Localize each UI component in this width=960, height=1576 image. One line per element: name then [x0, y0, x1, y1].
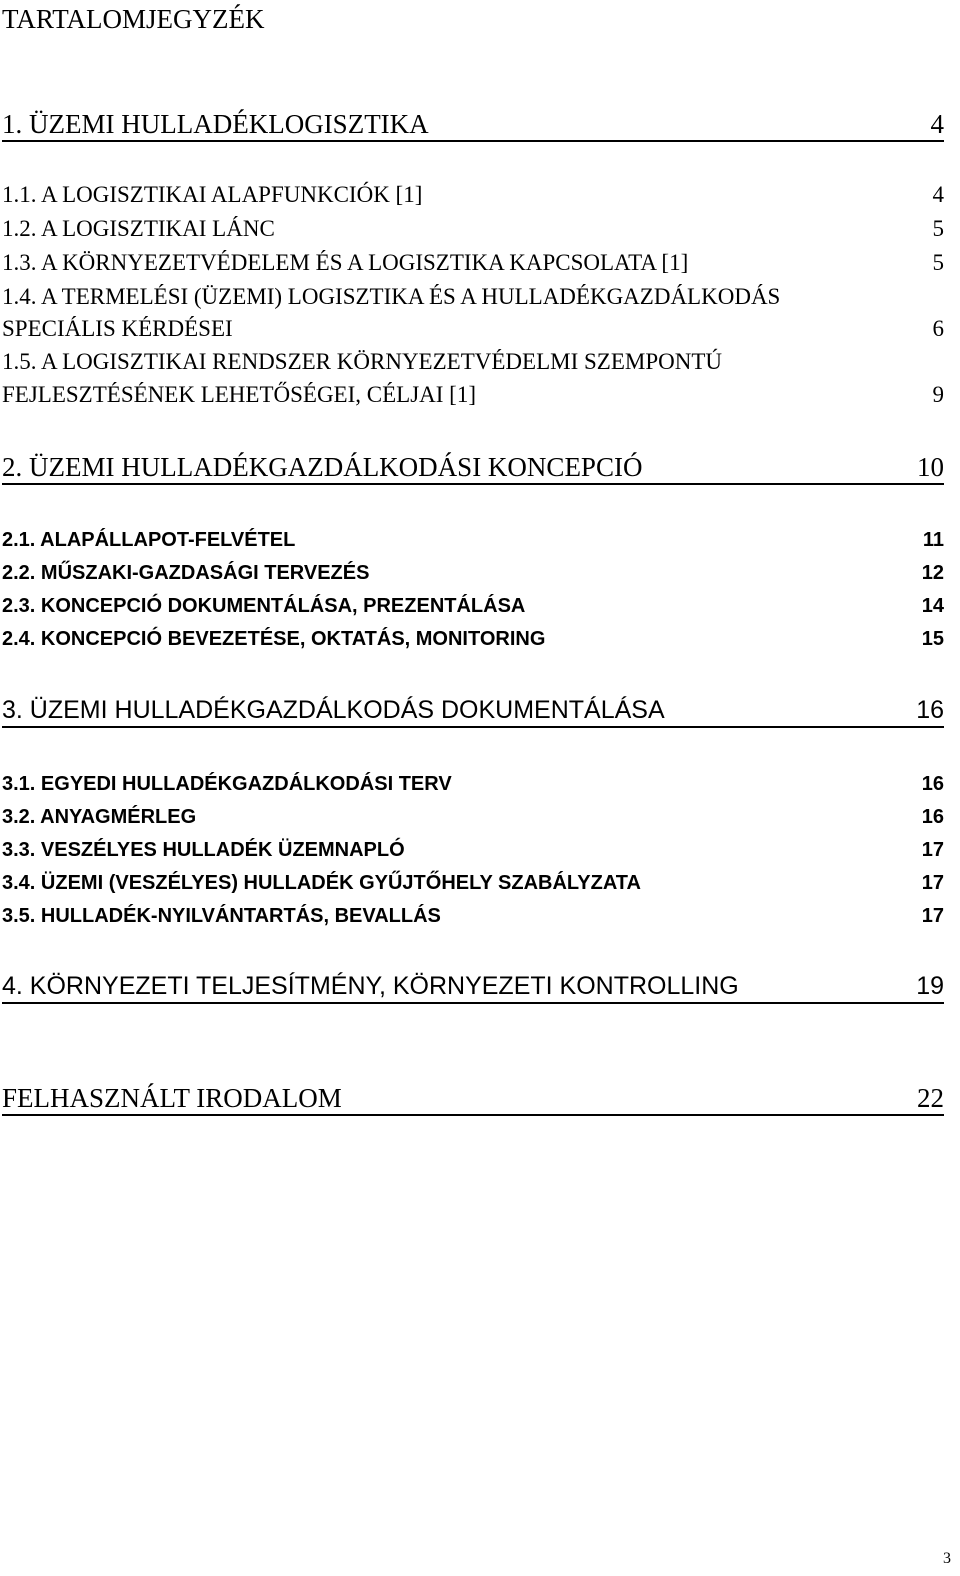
toc-entry-label: 1.5. A LOGISZTIKAI RENDSZER KÖRNYEZETVÉDELMI SZEMPONTÚ — [2, 349, 722, 374]
toc-entry-1-4-cont[interactable] — [2, 314, 944, 344]
toc-entry-label: 1.1. A LOGISZTIKAI ALAPFUNKCIÓK [1] — [2, 182, 423, 207]
toc-entry-page: 11 — [922, 529, 944, 551]
toc-title: TARTALOMJEGYZÉK — [2, 4, 265, 34]
toc-entry-1-4[interactable] — [2, 282, 944, 312]
toc-entry-page: 12 — [921, 562, 944, 584]
toc-entry-chapter-1[interactable] — [2, 108, 944, 142]
toc-entry-label: 3.1. EGYEDI HULLADÉKGAZDÁLKODÁSI TERV — [2, 773, 452, 795]
toc-entry-label: 1.2. A LOGISZTIKAI LÁNC — [2, 216, 275, 241]
toc-entry-label: 2.3. KONCEPCIÓ DOKUMENTÁLÁSA, PREZENTÁLÁSA — [2, 595, 526, 617]
toc-entry-label: 1.3. A KÖRNYEZETVÉDELEM ÉS A LOGISZTIKA KAPCSOLATA [1] — [2, 250, 689, 275]
toc-entry-label: 3. ÜZEMI HULLADÉKGAZDÁLKODÁS DOKUMENTÁLÁSA — [2, 696, 665, 724]
toc-entry-label: 2. ÜZEMI HULLADÉKGAZDÁLKODÁSI KONCEPCIÓ — [2, 452, 643, 482]
toc-entry-page: 5 — [932, 216, 944, 241]
toc-entry-label: SPECIÁLIS KÉRDÉSEI — [2, 316, 233, 341]
toc-entry-3-5[interactable] — [2, 901, 944, 931]
toc-entry-references[interactable] — [2, 1082, 944, 1116]
toc-entry-page: 4 — [932, 182, 944, 207]
toc-entry-3-1[interactable] — [2, 769, 944, 799]
toc-entry-page: 10 — [917, 452, 944, 482]
toc-entry-3-3[interactable] — [2, 835, 944, 865]
toc-entry-2-1[interactable] — [2, 525, 944, 555]
toc-entry-label: 3.3. VESZÉLYES HULLADÉK ÜZEMNAPLÓ — [2, 839, 405, 861]
toc-entry-1-1[interactable] — [2, 180, 944, 210]
toc-entry-2-2[interactable] — [2, 558, 944, 588]
toc-entry-page: 17 — [921, 905, 944, 927]
toc-entry-label: 3.2. ANYAGMÉRLEG — [2, 806, 197, 828]
toc-entry-label: FELHASZNÁLT IRODALOM — [2, 1083, 342, 1113]
toc-entry-page: 5 — [932, 250, 944, 275]
toc-entry-page: 22 — [917, 1083, 944, 1113]
toc-entry-label: 1.4. A TERMELÉSI (ÜZEMI) LOGISZTIKA ÉS A HULLADÉKGAZDÁLKODÁS — [2, 284, 781, 309]
toc-entry-label: 2.2. MŰSZAKI-GAZDASÁGI TERVEZÉS — [2, 562, 370, 584]
toc-entry-page: 16 — [921, 773, 944, 795]
toc-entry-label: 1. ÜZEMI HULLADÉKLOGISZTIKA — [2, 109, 429, 139]
toc-entry-page: 4 — [930, 109, 944, 139]
toc-entry-chapter-3[interactable] — [2, 694, 944, 728]
toc-entry-label: 2.1. ALAPÁLLAPOT-FELVÉTEL — [2, 529, 296, 551]
toc-entry-label: 3.5. HULLADÉK-NYILVÁNTARTÁS, BEVALLÁS — [2, 905, 441, 927]
toc-entry-1-2[interactable] — [2, 214, 944, 244]
toc-entry-label: 2.4. KONCEPCIÓ BEVEZETÉSE, OKTATÁS, MONITORING — [2, 628, 546, 650]
toc-entry-2-3[interactable] — [2, 591, 944, 621]
toc-entry-page: 16 — [921, 806, 944, 828]
toc-entry-1-3[interactable] — [2, 248, 944, 278]
toc-entry-label: FEJLESZTÉSÉNEK LEHETŐSÉGEI, CÉLJAI [1] — [2, 382, 476, 407]
toc-entry-label: 3.4. ÜZEMI (VESZÉLYES) HULLADÉK GYŰJTŐHELY SZABÁLYZATA — [2, 872, 641, 894]
toc-entry-page: 9 — [932, 382, 944, 407]
toc-entry-page: 19 — [916, 972, 944, 1000]
toc-entry-2-4[interactable] — [2, 624, 944, 654]
toc-entry-3-2[interactable] — [2, 802, 944, 832]
toc-entry-page: 17 — [921, 872, 944, 894]
page-number: 3 — [943, 1550, 951, 1567]
toc-entry-3-4[interactable] — [2, 868, 944, 898]
toc-entry-chapter-4[interactable] — [2, 970, 944, 1004]
toc-entry-chapter-2[interactable] — [2, 451, 944, 485]
toc-entry-label: 4. KÖRNYEZETI TELJESÍTMÉNY, KÖRNYEZETI KONTROLLING — [2, 972, 739, 1000]
toc-entry-page: 16 — [916, 696, 944, 724]
toc-entry-page: 15 — [921, 628, 944, 650]
toc-entry-1-5-cont[interactable] — [2, 380, 944, 410]
toc-entry-page: 6 — [932, 316, 944, 341]
toc-entry-page: 17 — [921, 839, 944, 861]
toc-entry-page: 14 — [921, 595, 944, 617]
toc-entry-1-5[interactable] — [2, 347, 944, 377]
